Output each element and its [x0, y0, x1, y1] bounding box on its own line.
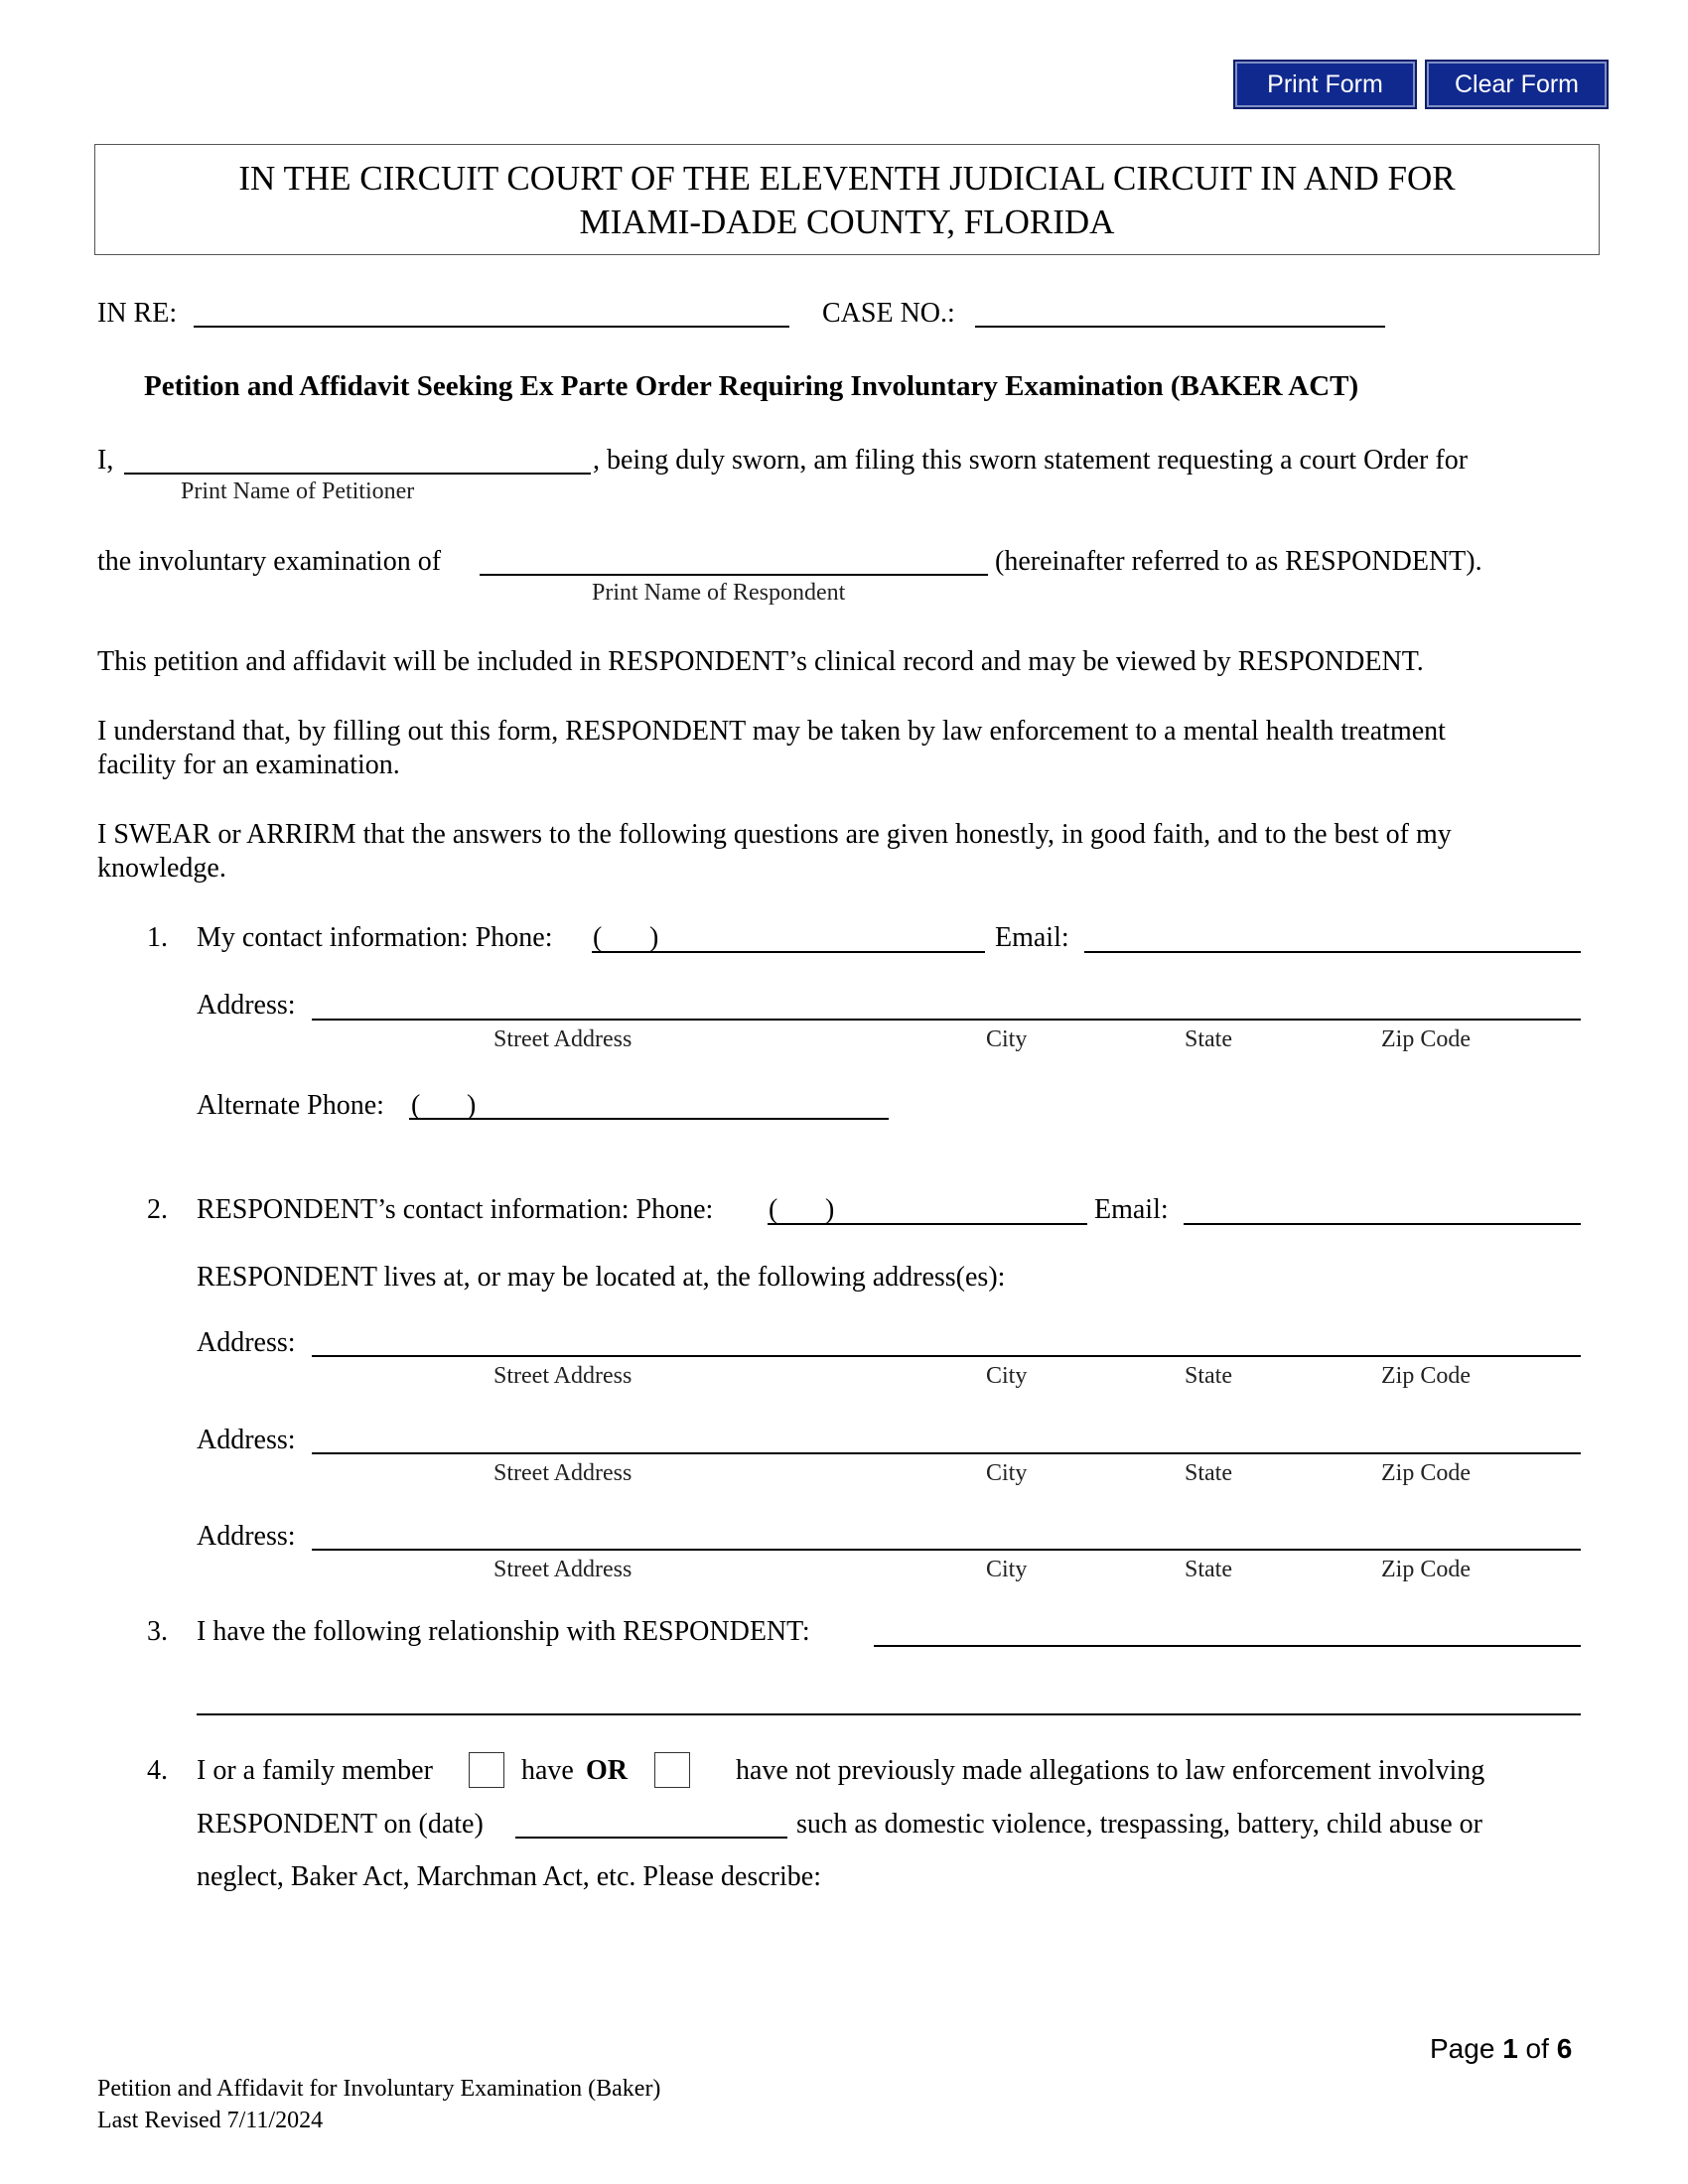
q4-have-not-checkbox[interactable]	[654, 1752, 690, 1788]
q2-a2-street-caption: Street Address	[493, 1460, 633, 1486]
q2-a2-state-caption: State	[1185, 1460, 1232, 1486]
intro-hereinafter: (hereinafter referred to as RESPONDENT).	[995, 546, 1482, 577]
page-title: Petition and Affidavit Seeking Ex Parte Order Requiring Involuntary Examination (BAKER ACT)	[144, 370, 1359, 402]
q1-address-label: Address:	[197, 990, 296, 1021]
q4-family: I or a family member	[197, 1755, 433, 1786]
q2-a1-street-caption: Street Address	[493, 1363, 633, 1389]
court-line-2: MIAMI-DADE COUNTY, FLORIDA	[579, 203, 1115, 241]
q2-email-label: Email:	[1094, 1194, 1169, 1225]
q1-email-field[interactable]	[1084, 951, 1581, 953]
page-word: Page	[1430, 2033, 1495, 2064]
q2-a3-zip-caption: Zip Code	[1381, 1557, 1471, 1582]
q1-city-caption: City	[986, 1026, 1028, 1052]
case-no-label: CASE NO.:	[822, 298, 955, 329]
q2-a1-zip-caption: Zip Code	[1381, 1363, 1471, 1389]
q1-phone-field[interactable]	[592, 951, 985, 953]
q3-text: I have the following relationship with RESPONDENT:	[197, 1616, 810, 1647]
print-form-button[interactable]: Print Form	[1235, 62, 1415, 107]
court-header	[94, 144, 1600, 255]
q1-alt-paren-close: )	[467, 1090, 477, 1121]
q2-email-field[interactable]	[1184, 1223, 1581, 1225]
q2-lives-at: RESPONDENT lives at, or may be located at, the following address(es):	[197, 1262, 1006, 1293]
intro-i: I,	[97, 445, 114, 476]
footer-revised: Last Revised 7/11/2024	[97, 2108, 324, 2133]
q3-number: 3.	[147, 1616, 168, 1647]
petitioner-caption: Print Name of Petitioner	[181, 478, 415, 504]
page-current: 1	[1502, 2033, 1518, 2064]
intro-exam-of: the involuntary examination of	[97, 546, 442, 577]
q1-state-caption: State	[1185, 1026, 1232, 1052]
q4-such-as: such as domestic violence, trespassing, battery, child abuse or	[796, 1809, 1482, 1840]
q4-have-not: have not previously made allegations to law enforcement involving	[736, 1755, 1485, 1786]
in-re-label: IN RE:	[97, 298, 178, 329]
q3-relationship-field[interactable]	[874, 1645, 1581, 1647]
paragraph-swear-line1: I SWEAR or ARRIRM that the answers to the following questions are given honestly, in good faith, and to the best of my	[97, 819, 1452, 850]
q2-a1-state-caption: State	[1185, 1363, 1232, 1389]
q4-or: OR	[586, 1755, 628, 1786]
paragraph-clinical-record: This petition and affidavit will be included in RESPONDENT’s clinical record and may be viewed by RESPONDENT.	[97, 646, 1424, 677]
q2-address-2-field[interactable]	[312, 1452, 1581, 1454]
q4-number: 4.	[147, 1755, 168, 1786]
q3-relationship-field-line2[interactable]	[197, 1713, 1581, 1715]
q2-text: RESPONDENT’s contact information: Phone:	[197, 1194, 714, 1225]
q4-date-field[interactable]	[515, 1837, 787, 1839]
clear-form-button[interactable]: Clear Form	[1427, 62, 1607, 107]
q1-address-field[interactable]	[312, 1019, 1581, 1021]
page-total: 6	[1556, 2033, 1573, 2064]
q2-address-1-label: Address:	[197, 1327, 296, 1358]
q4-neglect: neglect, Baker Act, Marchman Act, etc. Please describe:	[197, 1861, 821, 1892]
q2-address-3-field[interactable]	[312, 1549, 1581, 1551]
in-re-field[interactable]	[194, 326, 789, 328]
q2-phone-paren-close: )	[825, 1194, 835, 1225]
q4-have-checkbox[interactable]	[469, 1752, 504, 1788]
q2-address-2-label: Address:	[197, 1425, 296, 1455]
q2-address-3-label: Address:	[197, 1521, 296, 1552]
q1-number: 1.	[147, 922, 168, 953]
q1-phone-paren-open: (	[593, 922, 603, 953]
q1-alt-phone-field[interactable]	[409, 1118, 889, 1120]
q4-on-date: RESPONDENT on (date)	[197, 1809, 484, 1840]
q1-alt-phone-label: Alternate Phone:	[197, 1090, 384, 1121]
q1-text: My contact information: Phone:	[197, 922, 553, 953]
q2-phone-field[interactable]	[768, 1223, 1087, 1225]
q2-a3-street-caption: Street Address	[493, 1557, 633, 1582]
q1-street-caption: Street Address	[493, 1026, 633, 1052]
q2-number: 2.	[147, 1194, 168, 1225]
footer-form-name: Petition and Affidavit for Involuntary Examination (Baker)	[97, 2076, 661, 2102]
respondent-caption: Print Name of Respondent	[592, 580, 846, 606]
paragraph-understand-line1: I understand that, by filling out this form, RESPONDENT may be taken by law enforcement to a mental health treatment	[97, 716, 1446, 747]
q2-address-1-field[interactable]	[312, 1355, 1581, 1357]
paragraph-swear-line2: knowledge.	[97, 853, 226, 884]
q1-email-label: Email:	[995, 922, 1069, 953]
q1-zip-caption: Zip Code	[1381, 1026, 1471, 1052]
court-line-1: IN THE CIRCUIT COURT OF THE ELEVENTH JUDICIAL CIRCUIT IN AND FOR	[238, 159, 1456, 198]
q2-a2-city-caption: City	[986, 1460, 1028, 1486]
q2-a2-zip-caption: Zip Code	[1381, 1460, 1471, 1486]
q4-have: have	[521, 1755, 574, 1786]
paragraph-understand-line2: facility for an examination.	[97, 750, 400, 780]
q2-phone-paren-open: (	[769, 1194, 778, 1225]
q2-a3-state-caption: State	[1185, 1557, 1232, 1582]
petitioner-name-field[interactable]	[124, 473, 591, 475]
respondent-name-field[interactable]	[480, 574, 988, 576]
q2-a1-city-caption: City	[986, 1363, 1028, 1389]
page-number	[1430, 2033, 1572, 2065]
intro-sworn: , being duly sworn, am filing this sworn statement requesting a court Order for	[593, 445, 1469, 476]
page-of: of	[1525, 2033, 1549, 2064]
case-no-field[interactable]	[975, 326, 1385, 328]
q1-phone-paren-close: )	[649, 922, 659, 953]
q1-alt-paren-open: (	[411, 1090, 421, 1121]
q2-a3-city-caption: City	[986, 1557, 1028, 1582]
